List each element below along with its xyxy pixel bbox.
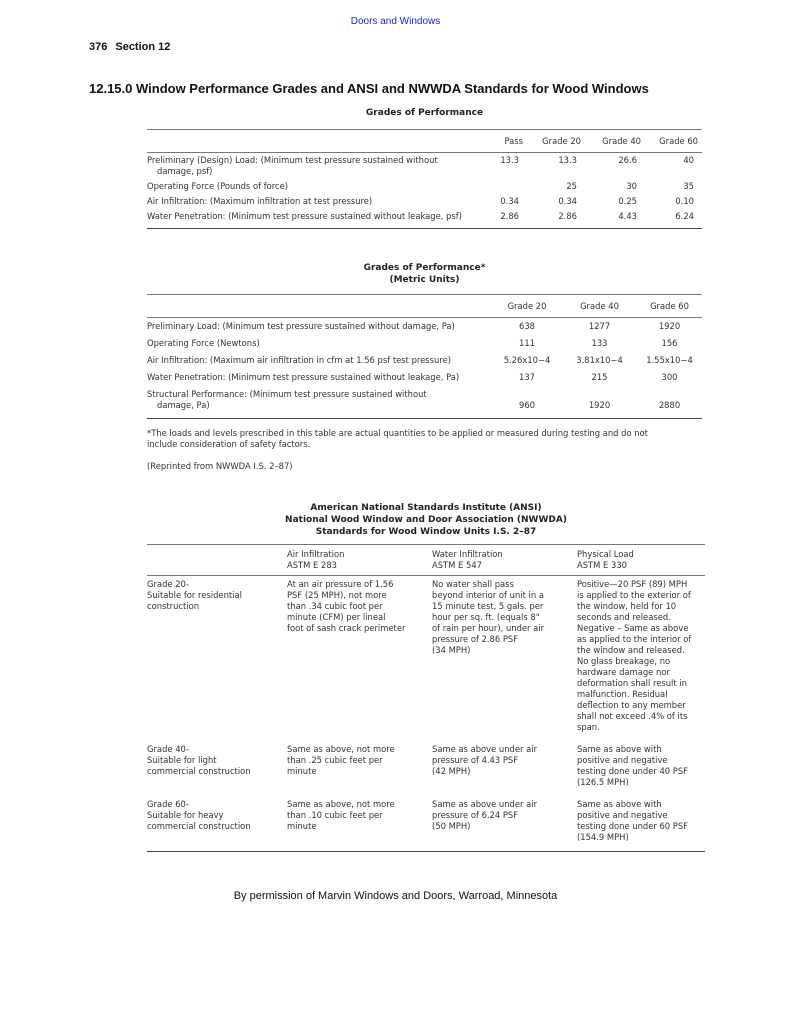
cell-line: Negative – Same as above (577, 623, 689, 633)
table-cell: 13.3 (500, 155, 519, 165)
cell-line: deflection to any member (577, 700, 686, 710)
cell-line: commercial construction (147, 766, 251, 776)
table-cell: 1277 (588, 321, 611, 331)
cell-line: (126.5 MPH) (577, 777, 629, 787)
caption-line: (Metric Units) (389, 275, 460, 285)
water-infiltration-cell (432, 576, 577, 741)
cell-line: shall not exceed .4% of its (577, 711, 688, 721)
row-label: Air Infiltration: (Maximum air infiltration in cfm at 1.56 psf test pressure) (147, 355, 452, 365)
table-cell: 0.10 (675, 196, 694, 206)
caption-line: National Wood Window and Door Association (NWWDA) (285, 515, 567, 525)
air-infiltration-cell (287, 741, 432, 796)
cell-line: minute (CFM) per lineal (287, 612, 386, 622)
table-row (147, 576, 705, 741)
ansi-nwwda-standards-table (147, 502, 705, 852)
cell-line: malfunction. Residual (577, 689, 668, 699)
row-label: damage, Pa) (157, 400, 210, 410)
table-row (147, 335, 702, 352)
cell-line: testing done under 40 PSF (577, 766, 688, 776)
table-caption: Grades of Performance (365, 108, 484, 118)
footnote-line: *The loads and levels prescribed in this table are actual quantities to be applied or measured during testing and do not (147, 428, 648, 438)
cell-line: the window and released. (577, 645, 685, 655)
table-cell: 1920 (658, 321, 681, 331)
cell-line: (34 MPH) (432, 645, 471, 655)
cell-line: pressure of 2.86 PSF (432, 634, 519, 644)
section-heading: 12.15.0 Window Performance Grades and ANSI and NWWDA Standards for Wood Windows (89, 81, 649, 96)
table-cell: 111 (519, 338, 535, 348)
table-cell: 26.6 (618, 155, 637, 165)
physical-load-cell (577, 576, 705, 741)
row-label: Operating Force (Newtons) (147, 338, 260, 348)
column-header: ASTM E 283 (287, 560, 337, 570)
table-cell: 3.81x10−4 (576, 355, 623, 365)
cell-line: foot of sash crack perimeter (287, 623, 406, 633)
page-header (89, 41, 170, 53)
cell-line: of rain per hour), under air (432, 623, 545, 633)
cell-line: 15 minute test, 5 gals. per (432, 601, 544, 611)
grade-cell (147, 576, 287, 741)
caption-line: Standards for Wood Window Units I.S. 2–87 (315, 527, 537, 537)
cell-line: span. (577, 722, 600, 732)
table-caption (147, 262, 702, 286)
column-header: Grade 40 (602, 136, 641, 146)
cell-line: (42 MPH) (432, 766, 471, 776)
air-infiltration-cell (287, 576, 432, 741)
table-row (147, 209, 702, 224)
table-header-row (147, 545, 705, 576)
cell-line: PSF (25 MPH), not more (287, 590, 387, 600)
row-label: Operating Force (Pounds of force) (147, 181, 289, 191)
table-cell: 5.26x10−4 (503, 355, 551, 365)
cell-line: is applied to the exterior of (577, 590, 691, 600)
table-cell: 4.43 (618, 211, 637, 221)
column-header: Grade 20 (507, 301, 547, 311)
table-cell: 0.34 (500, 196, 519, 206)
cell-line: hardware damage nor (577, 667, 670, 677)
table-row (147, 179, 702, 194)
cell-line: Same as above, not more (287, 799, 395, 809)
grade-cell (147, 796, 287, 851)
row-label: Preliminary Load: (Minimum test pressure sustained without damage, Pa) (147, 321, 455, 331)
water-infiltration-cell (432, 741, 577, 796)
table-cell: 0.34 (558, 196, 577, 206)
table-cell: 1.55x10−4 (646, 355, 693, 365)
physical-load-cell (577, 796, 705, 851)
cell-line: Grade 40- (147, 744, 189, 754)
caption-line: Grades of Performance* (363, 263, 486, 273)
table-cell: 2.86 (500, 211, 519, 221)
cell-line: minute (287, 821, 317, 831)
cell-line: beyond interior of unit in a (432, 590, 544, 600)
cell-line: than .34 cubic foot per (287, 601, 383, 611)
row-label: Air Infiltration: (Maximum infiltration at test pressure) (147, 196, 373, 206)
cell-line: Same as above with (577, 744, 662, 754)
cell-line: deformation shall result in (577, 678, 687, 688)
row-label: Preliminary (Design) Load: (Minimum test pressure sustained without (147, 155, 438, 165)
table-caption (147, 502, 705, 538)
cell-line: than .25 cubic feet per (287, 755, 383, 765)
cell-line: construction (147, 601, 200, 611)
cell-line: positive and negative (577, 755, 668, 765)
permission-credit: By permission of Marvin Windows and Doors, Warroad, Minnesota (233, 890, 558, 902)
cell-line: positive and negative (577, 810, 668, 820)
column-header: Water Infiltration (432, 549, 503, 559)
table-cell: 638 (519, 321, 535, 331)
row-label: damage, psf) (157, 166, 213, 176)
cell-line: commercial construction (147, 821, 251, 831)
cell-line: testing done under 60 PSF (577, 821, 688, 831)
grade-cell (147, 741, 287, 796)
cell-line: No water shall pass (432, 579, 514, 589)
performance-grades-table (147, 107, 702, 229)
table-cell: 960 (519, 400, 535, 410)
column-header: Air Infiltration (287, 549, 345, 559)
section-label: Section 12 (115, 41, 171, 53)
column-header: Grade 60 (650, 301, 689, 311)
table-cell: 2.86 (558, 211, 577, 221)
cell-line: Same as above under air (432, 744, 538, 754)
cell-line: (50 MPH) (432, 821, 471, 831)
table-cell: 25 (566, 181, 577, 191)
table-cell: 215 (591, 372, 608, 382)
cell-line: Same as above under air (432, 799, 538, 809)
cell-line: pressure of 6.24 PSF (432, 810, 519, 820)
table-row (147, 153, 702, 179)
column-header: ASTM E 547 (432, 560, 482, 570)
table-cell (477, 179, 527, 194)
cell-line: At an air pressure of 1.56 (287, 579, 394, 589)
column-header: Grade 20 (542, 136, 581, 146)
table-row (147, 352, 702, 369)
cell-line: Suitable for light (147, 755, 217, 765)
column-header (147, 295, 492, 318)
cell-line: pressure of 4.43 PSF (432, 755, 519, 765)
cell-line: No glass breakage, no (577, 656, 671, 666)
table-cell: 156 (661, 338, 678, 348)
table-footnote (147, 428, 702, 450)
footnote-line: include consideration of safety factors. (147, 439, 311, 449)
column-header: ASTM E 330 (577, 560, 627, 570)
table-row (147, 194, 702, 209)
table-cell: 6.24 (675, 211, 694, 221)
table-row (147, 741, 705, 796)
cell-line: Suitable for heavy (147, 810, 224, 820)
cell-line: Grade 20- (147, 579, 189, 589)
table-header-row (147, 130, 702, 153)
table-row (147, 318, 702, 335)
table-cell: 2880 (658, 400, 681, 410)
running-head: Doors and Windows (350, 16, 441, 27)
metric-grades-table (147, 262, 702, 419)
cell-line: Positive—20 PSF (89) MPH (577, 579, 688, 589)
cell-line: than .10 cubic feet per (287, 810, 383, 820)
air-infiltration-cell (287, 796, 432, 851)
cell-line: Same as above, not more (287, 744, 395, 754)
caption-line: American National Standards Institute (ANSI) (310, 503, 542, 513)
cell-line: Suitable for residential (147, 590, 242, 600)
page-number: 376 (89, 41, 108, 53)
column-header (147, 130, 477, 153)
water-infiltration-cell (432, 796, 577, 851)
table-cell: 0.25 (618, 196, 637, 206)
cell-line: Same as above with (577, 799, 662, 809)
table-cell: 40 (683, 155, 694, 165)
table-source: (Reprinted from NWWDA I.S. 2–87) (147, 461, 293, 471)
cell-line: seconds and released. (577, 612, 671, 622)
cell-line: hour per sq. ft. (equals 8" (432, 612, 540, 622)
table-row (147, 796, 705, 851)
row-label: Water Penetration: (Minimum test pressure sustained without leakage, psf) (147, 211, 462, 221)
cell-line: minute (287, 766, 317, 776)
column-header: Grade 60 (659, 136, 698, 146)
column-header: Physical Load (577, 549, 634, 559)
table-cell: 300 (661, 372, 678, 382)
table-cell: 13.3 (558, 155, 577, 165)
table-cell: 133 (591, 338, 608, 348)
table-cell: 35 (683, 181, 694, 191)
cell-line: (154.9 MPH) (577, 832, 629, 842)
table-cell: 30 (626, 181, 637, 191)
table-row (147, 386, 702, 414)
cell-line: as applied to the interior of (577, 634, 692, 644)
table-cell: 1920 (588, 400, 611, 410)
column-header: Pass (504, 136, 523, 146)
cell-line: the window, held for 10 (577, 601, 677, 611)
physical-load-cell (577, 741, 705, 796)
table-header-row (147, 295, 702, 318)
row-label: Water Penetration: (Minimum test pressure sustained without leakage, Pa) (147, 372, 460, 382)
row-label: Structural Performance: (Minimum test pressure sustained without (147, 389, 427, 399)
table-row (147, 369, 702, 386)
cell-line: Grade 60- (147, 799, 189, 809)
table-cell: 137 (519, 372, 535, 382)
column-header: Grade 40 (580, 301, 619, 311)
